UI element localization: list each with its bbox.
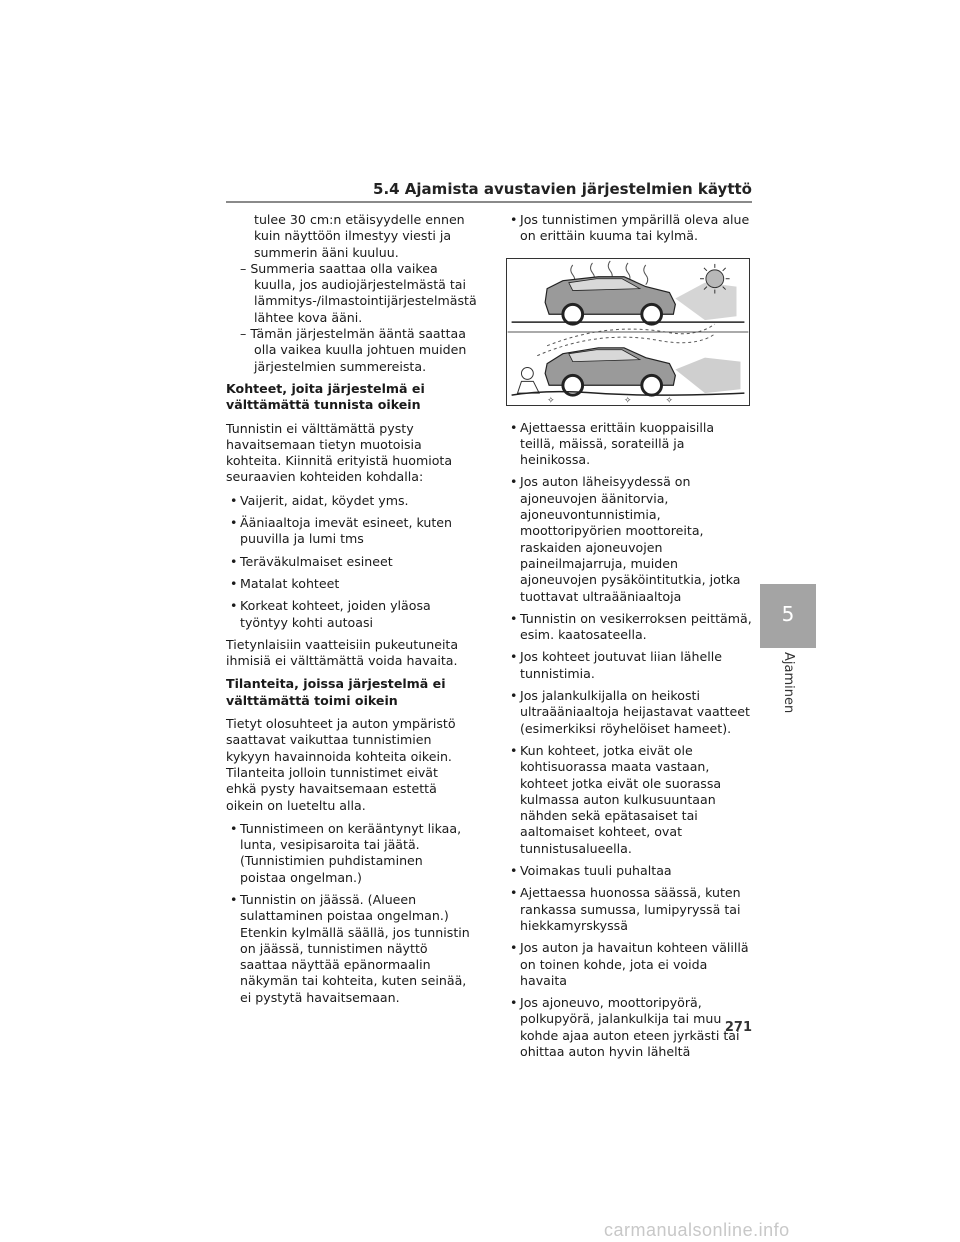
list-item: • Jos auton läheisyydessä on ajoneuvojen äänitorvia, ajoneuvontunnistimia, moottoripyörien moottoreita, raskaiden ajoneuvojen paineilmajarruja, muiden ajoneuvojen pysäköintitutkia, jotka tuottavat ultraääniaaltoja bbox=[506, 474, 752, 604]
list-item: • Matalat kohteet bbox=[226, 576, 472, 592]
list-item: • Tunnistin on jäässä. (Alueen sulattaminen poistaa ongelman.) Etenkin kylmällä säällä, jos tunnistin on jäässä, tunnistimen näyttö saattaa näyttää epänormaalin näkymän tai kohteita, kuten seinää, ei pystytä havaitsemaan. bbox=[226, 892, 472, 1006]
svg-text:✧: ✧ bbox=[665, 395, 673, 406]
dash-item: – Summeria saattaa olla vaikea kuulla, jos audiojärjestelmästä tai lämmitys-/ilmastointijärjestelmästä lähtee kova ääni. bbox=[240, 260, 477, 325]
list-item: • Tunnistin on vesikerroksen peittämä, esim. kaatosateella. bbox=[506, 611, 752, 644]
chapter-label-text: Ajaminen bbox=[781, 652, 796, 714]
page-header bbox=[373, 180, 752, 202]
list-item: • Ajettaessa huonossa säässä, kuten rankassa sumussa, lumipyryssä tai hiekkamyrskyssä bbox=[506, 885, 752, 934]
cold-weather-scene bbox=[512, 324, 745, 406]
paragraph: Tunnistin ei välttämättä pysty havaitsemaan tietyn muotoisia kohteita. Kiinnitä erityistä huomiota seuraavien kohteiden kohdalla: bbox=[226, 420, 453, 485]
list-item: • Voimakas tuuli puhaltaa bbox=[506, 863, 752, 879]
header-rule bbox=[226, 201, 752, 203]
paragraph: Tietynlaisiin vaatteisiin pukeutuneita ihmisiä ei välttämättä voida havaita. bbox=[226, 636, 459, 669]
chapter-number: 5 bbox=[781, 602, 795, 626]
paragraph: Tietyt olosuhteet ja auton ympäristö saattavat vaikuttaa tunnistimien kykyyn havainnoida kohteita oikein. Tilanteita jolloin tunnistimet eivät ehkä pysty havaitsemaan estettä oikein on lueteltu alla. bbox=[226, 716, 456, 813]
list-item: • Jos auton ja havaitun kohteen välillä on toinen kohde, jota ei voida havaita bbox=[506, 940, 752, 989]
dash-item: – Tämän järjestelmän ääntä saattaa olla vaikea kuulla johtuen muiden järjestelmien summereista. bbox=[240, 326, 467, 374]
list-item: • Tunnistimeen on kerääntynyt likaa, lunta, vesipisaroita tai jäätä. (Tunnistimien puhdistaminen poistaa ongelman.) bbox=[226, 821, 472, 886]
left-column bbox=[226, 212, 477, 1012]
right-column bbox=[506, 212, 752, 1066]
list-item: • Ajettaessa erittäin kuoppaisilla teillä, mäissä, sorateillä ja heinikossa. bbox=[506, 420, 752, 469]
chapter-tab bbox=[760, 584, 816, 648]
chapter-label bbox=[760, 652, 816, 722]
list-item: • Vaijerit, aidat, köydet yms. bbox=[226, 493, 472, 509]
heading-malfunction-situations: Tilanteita, joissa järjestelmä ei välttämättä toimi oikein bbox=[226, 676, 446, 708]
list-item: • Jos kohteet joutuvat liian lähelle tunnistimia. bbox=[506, 649, 752, 682]
section-title: 5.4 Ajamista avustavien järjestelmien käyttö bbox=[373, 180, 752, 198]
heading-unrecognized-objects: Kohteet, joita järjestelmä ei välttämättä tunnista oikein bbox=[226, 380, 425, 413]
list-item: • Jos ajoneuvo, moottoripyörä, polkupyörä, jalankulkija tai muu kohde ajaa auton eteen jyrkästi tai ohittaa auton hyvin läheltä bbox=[506, 995, 752, 1060]
intro-continuation: tulee 30 cm:n etäisyydelle ennen kuin näyttöön ilmestyy viesti ja summerin ääni kuuluu. bbox=[254, 212, 465, 260]
sensor-conditions-illustration bbox=[506, 258, 750, 406]
list-item: • Kun kohteet, jotka eivät ole kohtisuorassa maata vastaan, kohteet jotka eivät ole suorassa kulmassa auton kulkusuuntaan nähden sekä epätasaiset tai aaltomaiset kohteet, ovat tunnistusalueella. bbox=[506, 743, 752, 857]
list-item: • Teräväkulmaiset esineet bbox=[226, 554, 472, 570]
svg-text:✧: ✧ bbox=[547, 395, 555, 406]
watermark: carmanualsonline.info bbox=[604, 1220, 790, 1240]
list-item: • Ääniaaltoja imevät esineet, kuten puuvilla ja lumi tms bbox=[226, 515, 472, 548]
page-number: 271 bbox=[724, 1020, 752, 1035]
list-item: • Korkeat kohteet, joiden yläosa työntyy kohti autoasi bbox=[226, 598, 472, 631]
hot-weather-scene bbox=[512, 261, 745, 324]
list-item: • Jos tunnistimen ympärillä oleva alue on erittäin kuuma tai kylmä. bbox=[506, 212, 752, 245]
list-item: • Jos jalankulkijalla on heikosti ultraääniaaltoja heijastavat vaatteet (esimerkiksi röyhelöiset hameet). bbox=[506, 688, 752, 737]
svg-text:✧: ✧ bbox=[624, 395, 632, 406]
